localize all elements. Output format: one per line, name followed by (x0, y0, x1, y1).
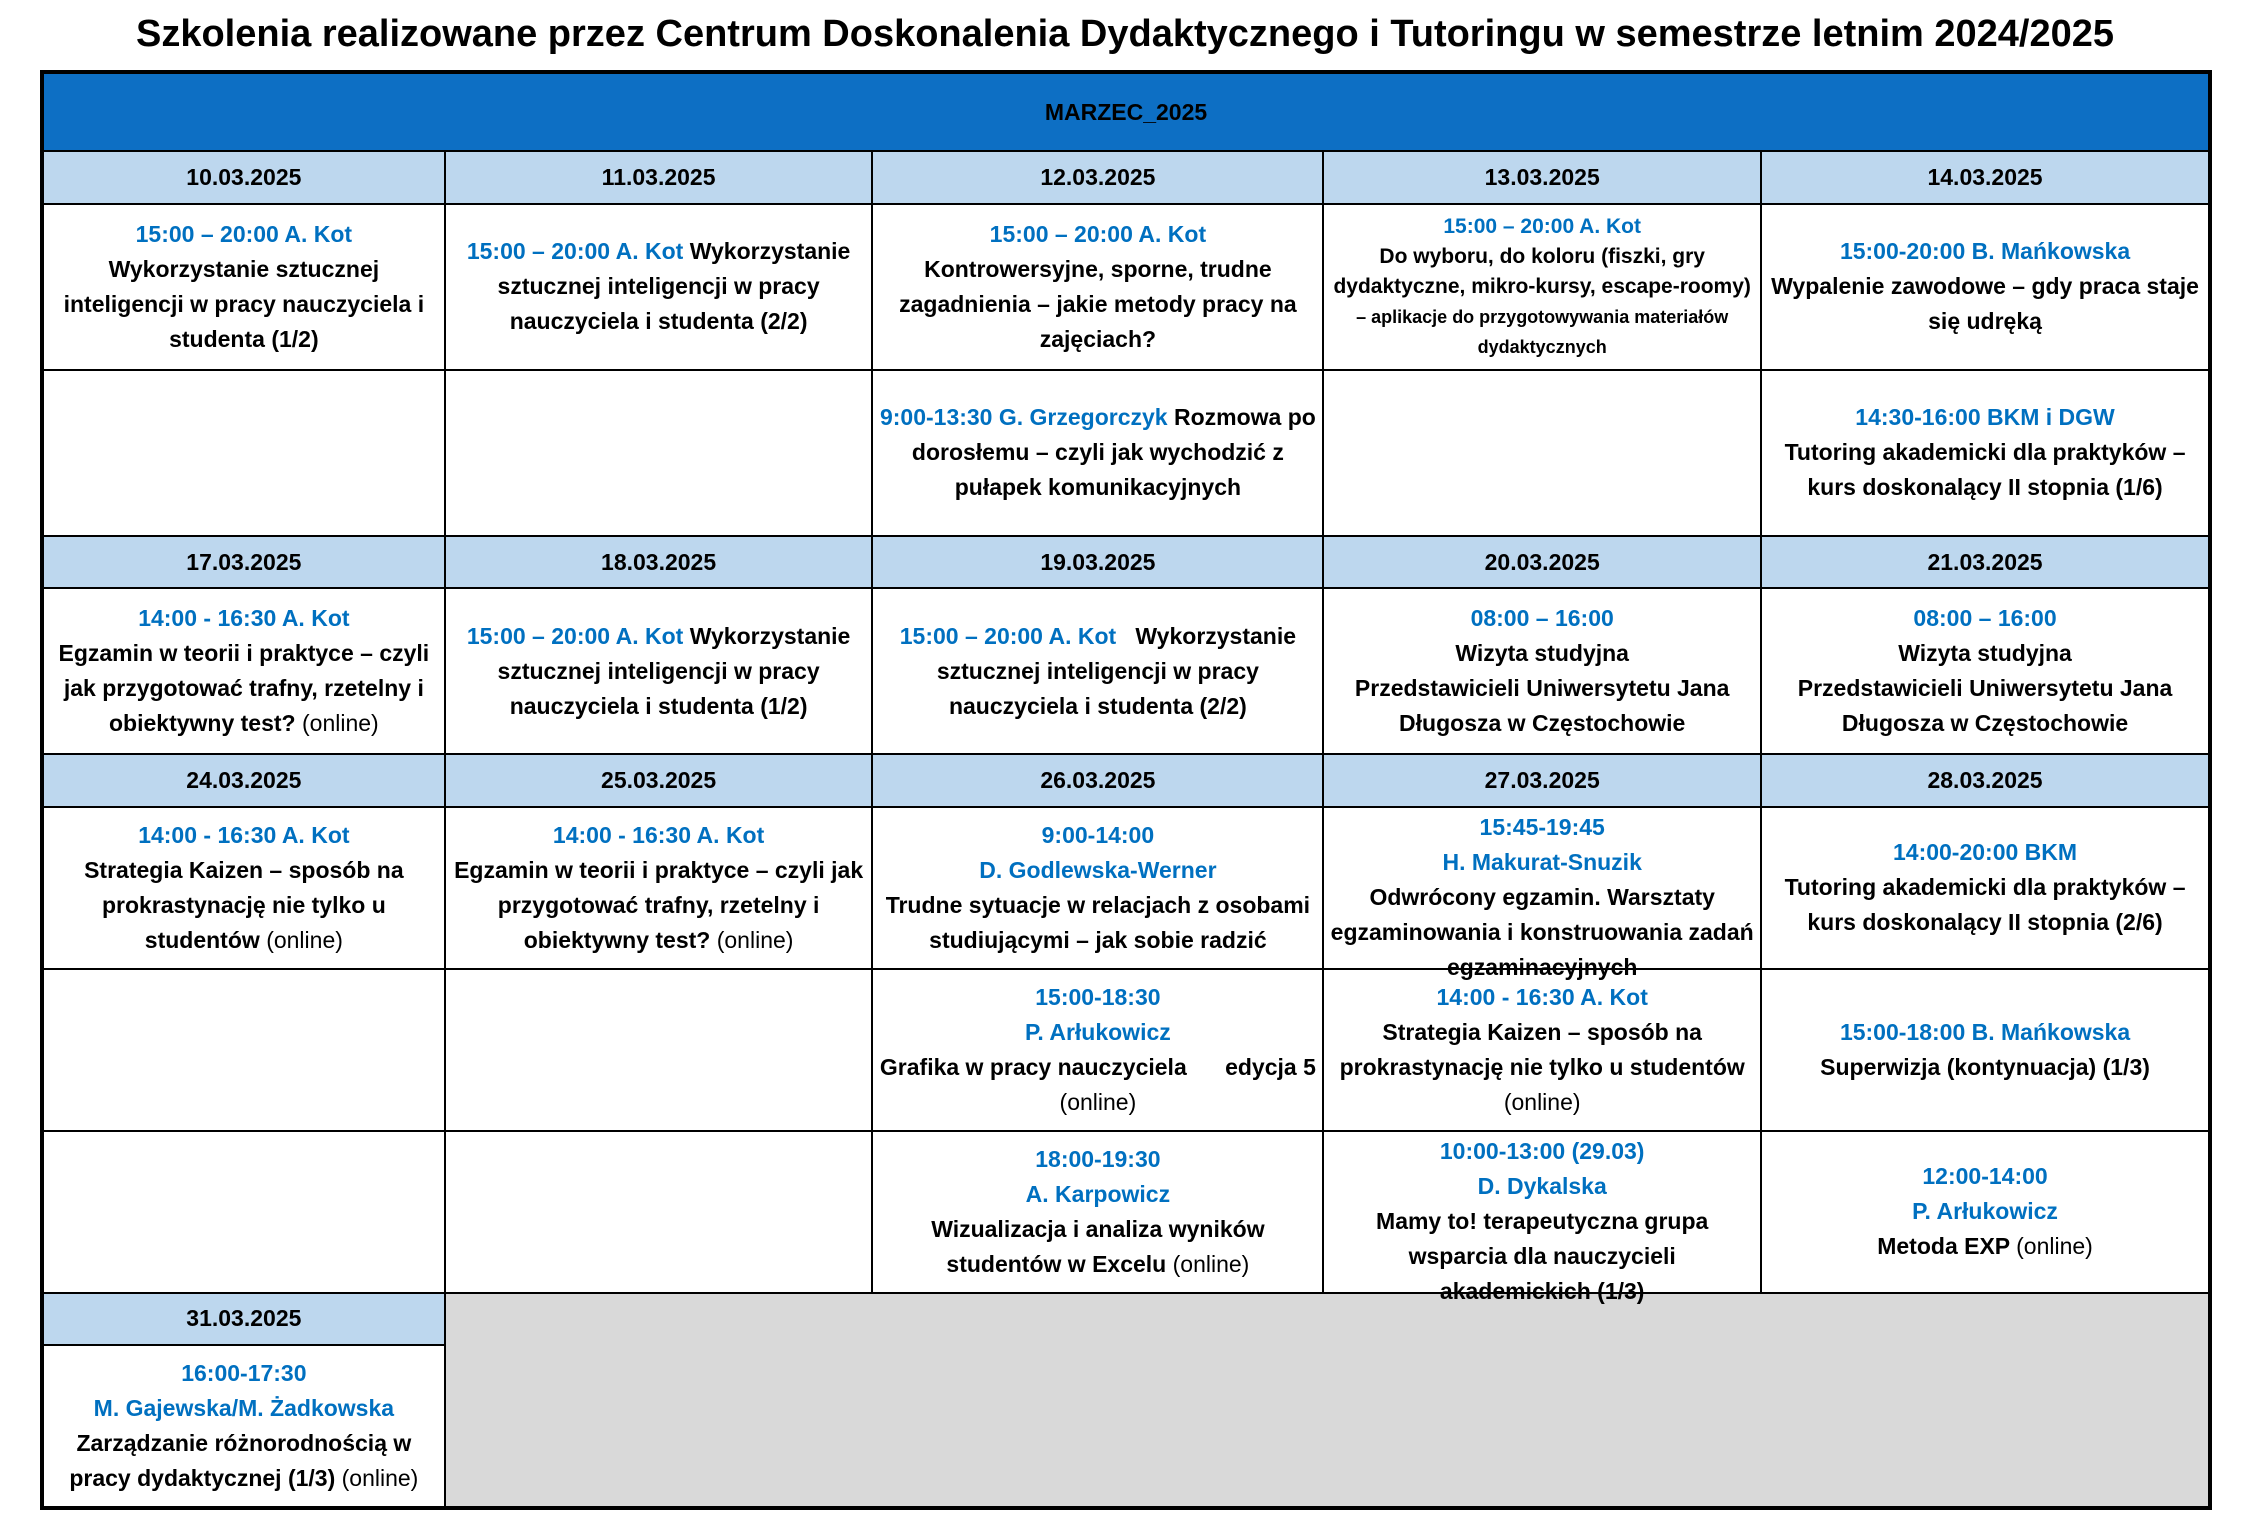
date-header: 14.03.2025 (1761, 151, 2210, 203)
event-cell (872, 588, 1323, 754)
empty-cell (445, 969, 873, 1131)
event-time: 9:00-14:00 (1041, 821, 1155, 848)
event-time: 15:00-20:00 B. Mańkowska (1839, 238, 2131, 265)
event-cell (1323, 969, 1761, 1131)
event-subtitle: Przedstawicieli Uniwersytetu Jana Długosza w Częstochowie (1354, 675, 1730, 737)
event-person: P. Arłukowicz (1912, 1198, 2058, 1225)
event-title: Wykorzystanie sztucznej inteligencji w pracy nauczyciela i studenta (1/2) (63, 255, 425, 352)
event-title: Strategia Kaizen – sposób na prokrastynację nie tylko u studentów (84, 856, 404, 953)
date-header: 19.03.2025 (872, 536, 1323, 588)
event-cell (445, 588, 873, 754)
event-cell (1323, 588, 1761, 754)
event-cell (1761, 807, 2210, 969)
event-time: 15:00 – 20:00 A. Kot (1443, 214, 1642, 238)
schedule-table (40, 70, 2212, 1510)
event-title: Wizualizacja i analiza wyników studentów w Excelu (931, 1215, 1265, 1277)
event-cell (872, 204, 1323, 370)
date-header: 12.03.2025 (872, 151, 1323, 203)
date-header: 18.03.2025 (445, 536, 873, 588)
event-mode: (online) (266, 926, 343, 953)
event-person: A. Karpowicz (1025, 1180, 1171, 1207)
event-person: D. Godlewska-Werner (979, 856, 1217, 883)
event-title: Superwizja (kontynuacja) (1/3) (1820, 1053, 2150, 1080)
event-time: 15:00 – 20:00 A. Kot (989, 220, 1207, 247)
event-mode: (online) (1059, 1088, 1137, 1115)
empty-cell (1323, 370, 1761, 536)
event-time: 15:00 – 20:00 A. Kot (135, 220, 353, 247)
date-header: 28.03.2025 (1761, 754, 2210, 806)
event-title: Rozmowa po dorosłemu – czyli jak wychodzić z pułapek komunikacyjnych (911, 404, 1316, 501)
event-time: 14:00 - 16:30 A. Kot (1436, 983, 1648, 1010)
date-header: 17.03.2025 (42, 536, 445, 588)
event-time: 15:00 – 20:00 A. Kot (466, 238, 684, 265)
empty-filler (445, 1293, 2210, 1508)
event-time: 15:45-19:45 (1479, 813, 1605, 840)
event-time: 9:00-13:30 G. Grzegorczyk (879, 404, 1168, 431)
event-cell (445, 204, 873, 370)
event-time: 15:00-18:00 B. Mańkowska (1839, 1018, 2131, 1045)
date-header: 21.03.2025 (1761, 536, 2210, 588)
date-header: 13.03.2025 (1323, 151, 1761, 203)
event-title: Wypalenie zawodowe – gdy praca staje się udręką (1771, 273, 2199, 335)
event-person: H. Makurat-Snuzik (1442, 848, 1642, 875)
event-cell (1323, 204, 1761, 370)
date-header: 24.03.2025 (42, 754, 445, 806)
event-cell (872, 1131, 1323, 1293)
event-time: 10:00-13:00 (29.03) (1439, 1137, 1645, 1164)
event-mode: (online) (302, 710, 379, 737)
empty-cell (42, 1131, 445, 1293)
event-mode: (online) (1172, 1250, 1250, 1277)
event-time: 08:00 – 16:00 (1913, 605, 2057, 632)
empty-cell (42, 969, 445, 1131)
event-title: Metoda EXP (1877, 1233, 2010, 1260)
event-title: Do wyboru, do koloru (fiszki, gry dydaktyczne, mikro-kursy, escape-roomy) (1333, 244, 1751, 298)
event-title: Tutoring akademicki dla praktyków – kurs doskonalący II stopnia (2/6) (1784, 874, 2186, 936)
event-mode: (online) (2016, 1233, 2093, 1260)
event-person: D. Dykalska (1477, 1172, 1607, 1199)
event-title: Kontrowersyjne, sporne, trudne zagadnienia – jakie metody pracy na zajęciach? (899, 255, 1297, 352)
event-cell (1323, 807, 1761, 980)
event-title: Tutoring akademicki dla praktyków – kurs doskonalący II stopnia (1/6) (1784, 439, 2186, 501)
event-mode: (online) (1503, 1088, 1581, 1115)
date-header: 10.03.2025 (42, 151, 445, 203)
date-header: 26.03.2025 (872, 754, 1323, 806)
event-title: Wykorzystanie sztucznej inteligencji w pracy nauczyciela i studenta (2/2) (936, 622, 1297, 719)
empty-cell (445, 370, 873, 536)
empty-cell (445, 1131, 873, 1293)
event-subtitle: Przedstawicieli Uniwersytetu Jana Długosza w Częstochowie (1797, 675, 2173, 737)
event-note: – aplikacje do przygotowywania materiałów dydaktycznych (1356, 306, 1729, 357)
event-time: 16:00-17:30 (181, 1359, 307, 1386)
event-title: Odwrócony egzamin. Warsztaty egzaminowania i konstruowania zadań egzaminacyjnych (1330, 883, 1754, 980)
event-cell (445, 807, 873, 969)
event-cell (1761, 204, 2210, 370)
event-time: 15:00 – 20:00 A. Kot (466, 622, 684, 649)
event-cell (1761, 588, 2210, 754)
event-time: 15:00 – 20:00 A. Kot (899, 622, 1117, 649)
event-title: Mamy to! terapeutyczna grupa wsparcia dla nauczycieli akademickich (1/3) (1376, 1207, 1709, 1304)
event-person: M. Gajewska/M. Żadkowska (93, 1394, 395, 1421)
event-cell (1323, 1131, 1761, 1304)
event-title: Wykorzystanie sztucznej inteligencji w pracy nauczyciela i studenta (1/2) (497, 622, 851, 719)
event-time: 14:00-20:00 BKM (1892, 839, 2078, 866)
event-person: P. Arłukowicz (1025, 1018, 1171, 1045)
event-time: 14:30-16:00 BKM i DGW (1855, 404, 2115, 431)
date-header: 27.03.2025 (1323, 754, 1761, 806)
event-cell (42, 204, 445, 370)
event-cell (872, 807, 1323, 969)
event-time: 14:00 - 16:30 A. Kot (138, 605, 350, 632)
event-title: Wizyta studyjna (1455, 640, 1629, 667)
event-cell (1761, 370, 2210, 536)
event-title: Egzamin w teorii i praktyce – czyli jak przygotować trafny, rzetelny i obiektywny test? (58, 640, 430, 737)
event-mode: (online) (716, 926, 794, 953)
event-title: Grafika w pracy nauczyciela edycja 5 (879, 1053, 1316, 1080)
event-title: Wykorzystanie sztucznej inteligencji w pracy nauczyciela i studenta (2/2) (497, 238, 851, 335)
event-cell (42, 807, 445, 969)
event-title: Wizyta studyjna (1898, 640, 2072, 667)
event-cell (872, 969, 1323, 1131)
event-mode: (online) (341, 1464, 419, 1491)
event-time: 12:00-14:00 (1922, 1163, 2048, 1190)
event-cell (1761, 969, 2210, 1131)
event-cell (872, 370, 1323, 536)
event-time: 08:00 – 16:00 (1470, 605, 1614, 632)
event-time: 14:00 - 16:30 A. Kot (552, 821, 765, 848)
event-title: Strategia Kaizen – sposób na prokrastynację nie tylko u studentów (1339, 1018, 1745, 1080)
event-title: Egzamin w teorii i praktyce – czyli jak przygotować trafny, rzetelny i obiektywny test? (454, 856, 864, 953)
date-header: 20.03.2025 (1323, 536, 1761, 588)
date-header: 25.03.2025 (445, 754, 873, 806)
event-title: Trudne sytuacje w relacjach z osobami studiującymi – jak sobie radzić (885, 891, 1311, 953)
event-cell (42, 1345, 445, 1508)
empty-cell (42, 370, 445, 536)
date-header: 11.03.2025 (445, 151, 873, 203)
event-cell (42, 588, 445, 754)
event-title: Zarządzanie różnorodnością w pracy dydaktycznej (1/3) (69, 1429, 412, 1491)
event-time: 14:00 - 16:30 A. Kot (138, 821, 350, 848)
date-header: 31.03.2025 (42, 1293, 445, 1345)
event-time: 15:00-18:30 (1035, 983, 1161, 1010)
page-title: Szkolenia realizowane przez Centrum Doskonalenia Dydaktycznego i Tutoringu w semestrze letnim 2024/2025 (135, 13, 2115, 55)
event-time: 18:00-19:30 (1035, 1145, 1161, 1172)
event-cell (1761, 1131, 2210, 1293)
month-header: MARZEC_2025 (42, 72, 2210, 151)
